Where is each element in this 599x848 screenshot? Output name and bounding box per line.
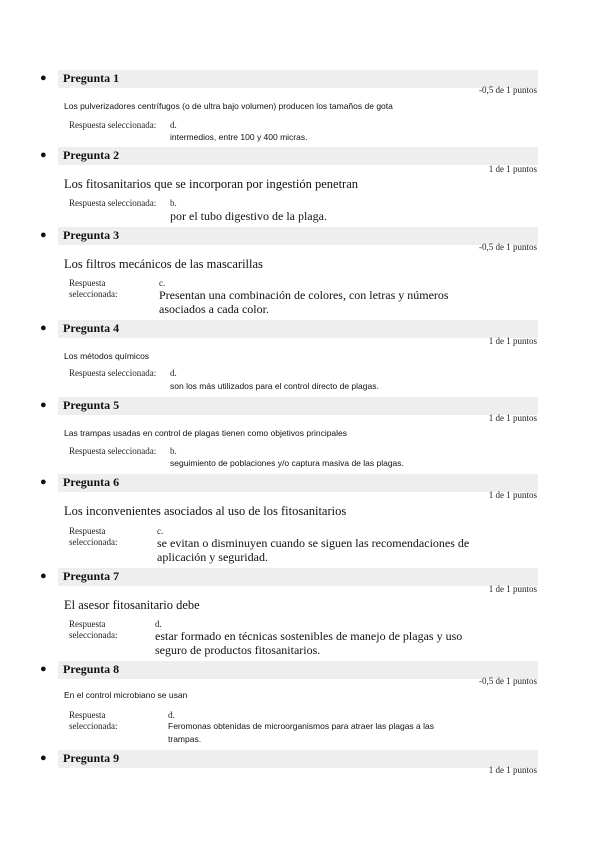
- answer-label: Respuesta seleccionada:: [69, 198, 157, 208]
- question-statement: Los inconvenientes asociados al uso de los fitosanitarios: [64, 504, 347, 518]
- question-header: [58, 147, 538, 165]
- question-score: 1 de 1 puntos: [488, 490, 537, 500]
- selected-answer: intermedios, entre 100 y 400 micras.: [170, 132, 308, 142]
- bullet-icon: ●: [40, 149, 47, 161]
- question-statement: En el control microbiano se usan: [64, 690, 188, 700]
- selected-answer: trampas.: [168, 734, 202, 744]
- bullet-icon: ●: [40, 476, 47, 488]
- answer-label: Respuesta: [69, 619, 106, 629]
- selected-answer: son los más utilizados para el control directo de plagas.: [170, 381, 379, 391]
- selected-answer: Feromonas obtenidas de microorganismos para atraer las plagas a las: [168, 721, 434, 731]
- bullet-icon: ●: [40, 570, 47, 582]
- question-title: Pregunta 9: [63, 751, 120, 765]
- question-header: [58, 661, 538, 679]
- question-statement: Los fitosanitarios que se incorporan por ingestión penetran: [64, 177, 359, 191]
- question-title: Pregunta 6: [63, 475, 120, 489]
- answer-label: seleccionada:: [69, 721, 118, 731]
- question-title: Pregunta 3: [63, 228, 120, 242]
- question-score: 1 de 1 puntos: [488, 413, 537, 423]
- answer-label: Respuesta seleccionada:: [69, 120, 157, 130]
- question-score: 1 de 1 puntos: [488, 164, 537, 174]
- question-header: [58, 320, 538, 338]
- question-title: Pregunta 5: [63, 398, 120, 412]
- question-statement: Los filtros mecánicos de las mascarillas: [64, 257, 263, 271]
- question-header: [58, 397, 538, 415]
- question-score: -0,5 de 1 puntos: [479, 676, 537, 686]
- selected-answer: se evitan o disminuyen cuando se siguen las recomendaciones de: [157, 536, 470, 550]
- answer-label: Respuesta: [69, 710, 106, 720]
- answer-label: Respuesta seleccionada:: [69, 368, 157, 378]
- question-header: [58, 227, 538, 245]
- answer-label: seleccionada:: [69, 289, 118, 299]
- answer-letter: d.: [168, 710, 175, 720]
- answer-label: seleccionada:: [69, 537, 118, 547]
- answer-label: Respuesta seleccionada:: [69, 446, 157, 456]
- answer-letter: b.: [170, 198, 177, 208]
- question-statement: Las trampas usadas en control de plagas tienen como objetivos principales: [64, 428, 348, 438]
- question-score: 1 de 1 puntos: [488, 765, 537, 775]
- answer-letter: d.: [170, 120, 177, 130]
- answer-letter: c.: [157, 526, 164, 536]
- selected-answer: asociados a cada color.: [159, 302, 269, 316]
- bullet-icon: ●: [40, 229, 47, 241]
- bullet-icon: ●: [40, 322, 47, 334]
- bullet-icon: ●: [40, 72, 47, 84]
- question-header: [58, 750, 538, 768]
- question-score: 1 de 1 puntos: [488, 336, 537, 346]
- selected-answer: Presentan una combinación de colores, con letras y números: [159, 288, 449, 302]
- question-title: Pregunta 7: [63, 569, 120, 583]
- question-score: 1 de 1 puntos: [488, 584, 537, 594]
- question-title: Pregunta 1: [63, 71, 120, 85]
- question-title: Pregunta 8: [63, 662, 120, 676]
- selected-answer: por el tubo digestivo de la plaga.: [170, 209, 327, 223]
- question-title: Pregunta 4: [63, 321, 120, 335]
- selected-answer: estar formado en técnicas sostenibles de manejo de plagas y uso: [155, 629, 463, 643]
- answer-label: Respuesta: [69, 278, 106, 288]
- selected-answer: aplicación y seguridad.: [157, 550, 268, 564]
- answer-label: seleccionada:: [69, 630, 118, 640]
- bullet-icon: ●: [40, 399, 47, 411]
- bullet-icon: ●: [40, 752, 47, 764]
- answer-letter: b.: [170, 446, 177, 456]
- question-statement: Los métodos químicos: [64, 351, 150, 361]
- question-title: Pregunta 2: [63, 148, 120, 162]
- question-score: -0,5 de 1 puntos: [479, 85, 537, 95]
- question-statement: Los pulverizadores centrífugos (o de ultra bajo volumen) producen los tamaños de gota: [64, 101, 393, 111]
- question-statement: El asesor fitosanitario debe: [64, 598, 200, 612]
- selected-answer: seguimiento de poblaciones y/o captura masiva de las plagas.: [170, 458, 404, 468]
- bullet-icon: ●: [40, 663, 47, 675]
- selected-answer: seguro de productos fitosanitarios.: [155, 643, 321, 657]
- question-header: [58, 568, 538, 586]
- answer-letter: d.: [170, 368, 177, 378]
- answer-label: Respuesta: [69, 526, 106, 536]
- question-score: -0,5 de 1 puntos: [479, 242, 537, 252]
- answer-letter: c.: [159, 278, 166, 288]
- question-header: [58, 70, 538, 88]
- answer-letter: d.: [155, 619, 162, 629]
- question-header: [58, 474, 538, 492]
